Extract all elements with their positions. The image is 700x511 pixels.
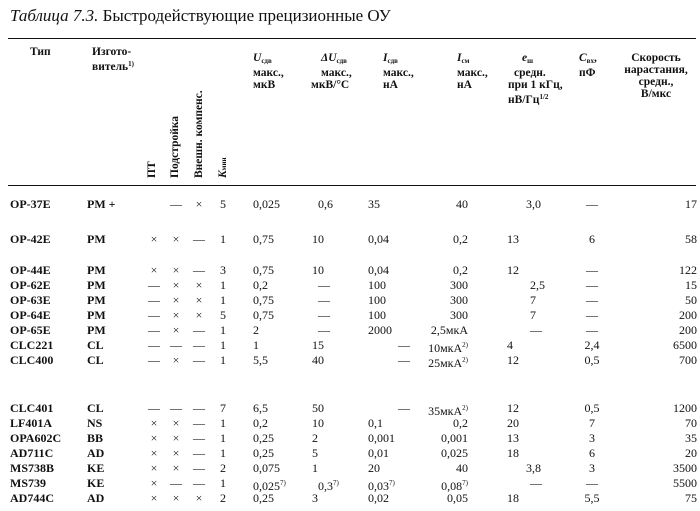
cell-cin: — — [586, 263, 598, 277]
cell-en: 12 — [507, 401, 519, 415]
cell-slew: 200 — [679, 323, 697, 337]
header-fet: ПТ — [146, 161, 158, 178]
cell-slew: 20 — [685, 446, 697, 460]
cell-slew: 6500 — [673, 338, 697, 352]
cell-ibias: 25мкА$^{2)}$ — [428, 356, 468, 370]
cell-en: 7 — [530, 293, 536, 307]
cell-k: 5 — [220, 308, 226, 322]
cell-trim: — — [170, 338, 182, 352]
cell-slew: 15 — [685, 278, 697, 292]
footnote-ref: 2) — [462, 356, 468, 364]
header-slew: Скорость нарастания, средн., В/мкс — [624, 52, 688, 100]
cell-duoff: 10 — [312, 232, 324, 246]
cell-duoff: 50 — [312, 401, 324, 415]
top-rule — [8, 38, 696, 39]
cell-fet: × — [150, 491, 158, 505]
cell-ioff: 100 — [368, 293, 386, 307]
cell-uoff: 5,5 — [253, 353, 268, 367]
cell-k: 1 — [220, 278, 226, 292]
cell-duoff: 10 — [312, 416, 324, 430]
cell-en: 18 — [507, 491, 519, 505]
cell-ibias: 40 — [456, 197, 468, 211]
cell-cin: 3 — [589, 461, 595, 475]
header-uoff: $U_{сдв}$ макс., мкВ — [253, 52, 284, 91]
cell-ext: — — [193, 323, 205, 337]
cell-en: — — [530, 323, 542, 337]
cell-trim: × — [172, 446, 180, 460]
cell-ioff: 20 — [368, 461, 380, 475]
header-en: $e_ш$ средн. при 1 кГц, $нВ/Гц^{1/2}$ — [508, 52, 563, 106]
cell-uoff: 1 — [253, 338, 259, 352]
cell-trim: × — [172, 293, 180, 307]
cell-en: 3,8 — [526, 461, 541, 475]
cell-k: 3 — [220, 263, 226, 277]
cell-cin: — — [586, 323, 598, 337]
cell-mfr: PM — [87, 323, 106, 337]
cell-slew: 70 — [685, 416, 697, 430]
cell-ext: — — [193, 263, 205, 277]
cell-duoff: — — [318, 278, 330, 292]
cell-ext: × — [195, 197, 203, 211]
cell-ext: — — [193, 461, 205, 475]
cell-ioff: 0,1 — [368, 416, 383, 430]
footnote-ref: 2) — [462, 404, 468, 412]
cell-slew: 50 — [685, 293, 697, 307]
footnote-ref: 7) — [462, 479, 468, 487]
cell-ext: × — [195, 278, 203, 292]
cell-trim: × — [172, 416, 180, 430]
cell-k: 2 — [220, 491, 226, 505]
cell-trim: × — [172, 278, 180, 292]
cell-mfr: PM — [87, 293, 106, 307]
cell-en: 13 — [507, 232, 519, 246]
cell-fet: × — [150, 263, 158, 277]
cell-fet: — — [148, 353, 160, 367]
cell-ibias: 0,2 — [453, 416, 468, 430]
cell-mfr: CL — [87, 353, 104, 367]
cell-uoff: 0,025 — [253, 197, 280, 211]
cell-duoff: — — [318, 323, 330, 337]
cell-k: 1 — [220, 232, 226, 246]
footnote-ref: 2) — [462, 341, 468, 349]
cell-duoff: 10 — [312, 263, 324, 277]
cell-mfr: NS — [87, 416, 103, 430]
cell-mfr: PM + — [87, 197, 116, 211]
cell-k: 1 — [220, 431, 226, 445]
cell-uoff: 0,25 — [253, 491, 274, 505]
cell-trim: × — [172, 232, 180, 246]
cell-k: 5 — [220, 197, 226, 211]
cell-k: 1 — [220, 446, 226, 460]
cell-cin: 6 — [589, 232, 595, 246]
cell-ext: × — [195, 308, 203, 322]
cell-mfr: PM — [87, 232, 106, 246]
header-ibias: $I_{см}$ макс., нА — [457, 52, 488, 91]
table-number: Таблица 7.3. — [10, 6, 99, 25]
cell-duoff: — — [318, 293, 330, 307]
cell-slew: 5500 — [673, 476, 697, 490]
cell-ibias: 0,001 — [441, 431, 468, 445]
cell-ioff: 0,01 — [368, 446, 389, 460]
cell-ext: — — [193, 353, 205, 367]
cell-type: CLC221 — [10, 338, 54, 352]
table-title — [10, 6, 391, 26]
cell-uoff: 0,2 — [253, 416, 268, 430]
cell-ibias: 0,08$^{7)}$ — [441, 479, 468, 493]
header-trim: Подстройка — [169, 115, 181, 178]
cell-cin: 0,5 — [584, 401, 600, 415]
header-maker: Изгото- витель$^{1)}$ — [92, 46, 134, 73]
cell-en: 13 — [507, 431, 519, 445]
cell-ibias: 0,2 — [453, 232, 468, 246]
cell-type: OPA602C — [10, 431, 62, 445]
cell-trim: × — [172, 353, 180, 367]
cell-trim: — — [170, 476, 182, 490]
cell-uoff: 0,75 — [253, 308, 274, 322]
cell-uoff: 0,2 — [253, 278, 268, 292]
cell-mfr: PM — [87, 263, 106, 277]
cell-type: OP-37E — [10, 197, 51, 211]
cell-ext: — — [193, 431, 205, 445]
cell-ext: — — [193, 338, 205, 352]
cell-fet: — — [148, 308, 160, 322]
cell-cin: 3 — [589, 431, 595, 445]
cell-duoff: 5 — [312, 446, 318, 460]
cell-cin: 7 — [589, 416, 595, 430]
cell-type: OP-64E — [10, 308, 51, 322]
cell-ioff: 100 — [368, 278, 386, 292]
cell-k: 7 — [220, 401, 226, 415]
cell-ioff: 0,04 — [368, 263, 389, 277]
cell-ioff: — — [398, 353, 410, 367]
cell-en: 4 — [507, 338, 513, 352]
cell-uoff: 0,25 — [253, 446, 274, 460]
cell-ext: × — [195, 491, 203, 505]
cell-slew: 1200 — [673, 401, 697, 415]
cell-trim: × — [172, 308, 180, 322]
cell-fet: × — [150, 232, 158, 246]
cell-slew: 3500 — [673, 461, 697, 475]
cell-fet: — — [148, 278, 160, 292]
cell-duoff: 0,6 — [318, 197, 333, 211]
cell-type: MS738B — [10, 461, 55, 475]
cell-cin: — — [586, 278, 598, 292]
cell-duoff: 1 — [312, 461, 318, 475]
cell-ext: × — [195, 293, 203, 307]
cell-k: 1 — [220, 416, 226, 430]
cell-ioff: 35 — [368, 197, 380, 211]
cell-k: 1 — [220, 338, 226, 352]
cell-type: OP-44E — [10, 263, 51, 277]
cell-type: LF401A — [10, 416, 52, 430]
cell-slew: 58 — [685, 232, 697, 246]
cell-cin: 5,5 — [584, 491, 600, 505]
cell-trim: × — [172, 491, 180, 505]
cell-slew: 700 — [679, 353, 697, 367]
table-caption: Быстродействующие прецизионные ОУ — [102, 6, 391, 25]
cell-mfr: CL — [87, 338, 104, 352]
cell-mfr: PM — [87, 278, 106, 292]
cell-cin: — — [586, 293, 598, 307]
cell-fet: — — [148, 401, 160, 415]
footnote-ref: 7) — [389, 479, 395, 487]
cell-ibias: 35мкА$^{2)}$ — [428, 404, 468, 418]
cell-en: 12 — [507, 353, 519, 367]
cell-trim: × — [172, 431, 180, 445]
cell-ibias: 40 — [456, 461, 468, 475]
cell-ibias: 2,5мкА — [430, 323, 468, 337]
cell-uoff: 0,75 — [253, 232, 274, 246]
footnote-ref: 7) — [333, 479, 339, 487]
cell-ibias: 0,025 — [441, 446, 468, 460]
cell-duoff: 15 — [312, 338, 324, 352]
cell-ioff: — — [398, 401, 410, 415]
cell-type: OP-42E — [10, 232, 51, 246]
cell-en: 2,5 — [530, 278, 545, 292]
cell-ibias: 300 — [450, 278, 468, 292]
cell-ibias: 0,05 — [447, 491, 468, 505]
cell-k: 2 — [220, 461, 226, 475]
cell-cin: 2,4 — [584, 338, 600, 352]
cell-trim: × — [172, 323, 180, 337]
header-cin: $C_{вх}$, пФ — [579, 52, 597, 79]
cell-ext: — — [193, 232, 205, 246]
cell-uoff: 0,75 — [253, 263, 274, 277]
cell-type: OP-65E — [10, 323, 51, 337]
cell-cin: — — [586, 308, 598, 322]
cell-cin: 0,5 — [584, 353, 600, 367]
cell-ioff: 0,02 — [368, 491, 389, 505]
cell-fet: — — [148, 293, 160, 307]
footnote-ref: 7) — [280, 479, 286, 487]
cell-slew: 35 — [685, 431, 697, 445]
cell-slew: 75 — [685, 491, 697, 505]
cell-duoff: 40 — [312, 353, 324, 367]
cell-ibias: 300 — [450, 308, 468, 322]
cell-fet: × — [150, 476, 158, 490]
cell-cin: — — [586, 476, 598, 490]
cell-k: 1 — [220, 293, 226, 307]
cell-mfr: BB — [87, 431, 104, 445]
cell-ext: — — [193, 416, 205, 430]
cell-type: AD744C — [10, 491, 54, 505]
cell-slew: 122 — [679, 263, 697, 277]
cell-trim: × — [172, 263, 180, 277]
cell-mfr: AD — [87, 491, 105, 505]
cell-trim: × — [172, 461, 180, 475]
cell-fet: × — [150, 431, 158, 445]
cell-uoff: 0,075 — [253, 461, 280, 475]
cell-uoff: 0,025$^{7)}$ — [253, 479, 286, 493]
cell-ioff: 0,001 — [368, 431, 395, 445]
cell-mfr: CL — [87, 401, 104, 415]
cell-ext: — — [193, 446, 205, 460]
cell-ioff: — — [398, 338, 410, 352]
cell-trim: — — [170, 197, 182, 211]
cell-mfr: AD — [87, 446, 105, 460]
cell-uoff: 0,25 — [253, 431, 274, 445]
cell-ext: — — [193, 476, 205, 490]
cell-fet: × — [150, 446, 158, 460]
cell-uoff: 0,75 — [253, 293, 274, 307]
cell-k: 1 — [220, 476, 226, 490]
cell-duoff: 2 — [312, 431, 318, 445]
header-k-min: Kмин — [217, 157, 229, 178]
header-rule — [8, 185, 696, 186]
cell-mfr: KE — [87, 476, 105, 490]
cell-fet: × — [150, 416, 158, 430]
cell-uoff: 2 — [253, 323, 259, 337]
cell-duoff: 3 — [312, 491, 318, 505]
cell-type: OP-62E — [10, 278, 51, 292]
cell-en: 20 — [507, 416, 519, 430]
cell-ibias: 300 — [450, 293, 468, 307]
cell-cin: — — [586, 197, 598, 211]
header-duoff: $\Delta U_{сдв}$ макс., мкВ/°C — [311, 52, 352, 91]
cell-k: 1 — [220, 353, 226, 367]
cell-cin: 6 — [589, 446, 595, 460]
cell-type: CLC400 — [10, 353, 54, 367]
cell-fet: — — [148, 323, 160, 337]
cell-type: MS739 — [10, 476, 46, 490]
cell-fet: — — [148, 338, 160, 352]
header-ext-comp: Внешн. компенс. — [193, 90, 205, 178]
cell-en: 3,0 — [526, 197, 541, 211]
cell-k: 1 — [220, 323, 226, 337]
cell-ioff: 2000 — [368, 323, 392, 337]
header-type: Тип — [30, 46, 51, 58]
cell-duoff: 0,3$^{7)}$ — [318, 479, 339, 493]
cell-trim: — — [170, 401, 182, 415]
cell-ext: — — [193, 401, 205, 415]
cell-ioff: 100 — [368, 308, 386, 322]
cell-ibias: 10мкА$^{2)}$ — [428, 341, 468, 355]
cell-type: OP-63E — [10, 293, 51, 307]
cell-en: — — [530, 476, 542, 490]
cell-slew: 200 — [679, 308, 697, 322]
cell-en: 7 — [530, 308, 536, 322]
cell-slew: 17 — [685, 197, 697, 211]
cell-en: 18 — [507, 446, 519, 460]
cell-ibias: 0,2 — [453, 263, 468, 277]
cell-ioff: 0,03$^{7)}$ — [368, 479, 395, 493]
cell-fet: × — [150, 461, 158, 475]
cell-type: CLC401 — [10, 401, 54, 415]
cell-ioff: 0,04 — [368, 232, 389, 246]
cell-mfr: KE — [87, 461, 105, 475]
cell-mfr: PM — [87, 308, 106, 322]
header-ioff: $I_{сдв}$ макс., нА — [383, 52, 414, 91]
cell-duoff: — — [318, 308, 330, 322]
cell-uoff: 6,5 — [253, 401, 268, 415]
cell-type: AD711C — [10, 446, 54, 460]
cell-en: 12 — [507, 263, 519, 277]
